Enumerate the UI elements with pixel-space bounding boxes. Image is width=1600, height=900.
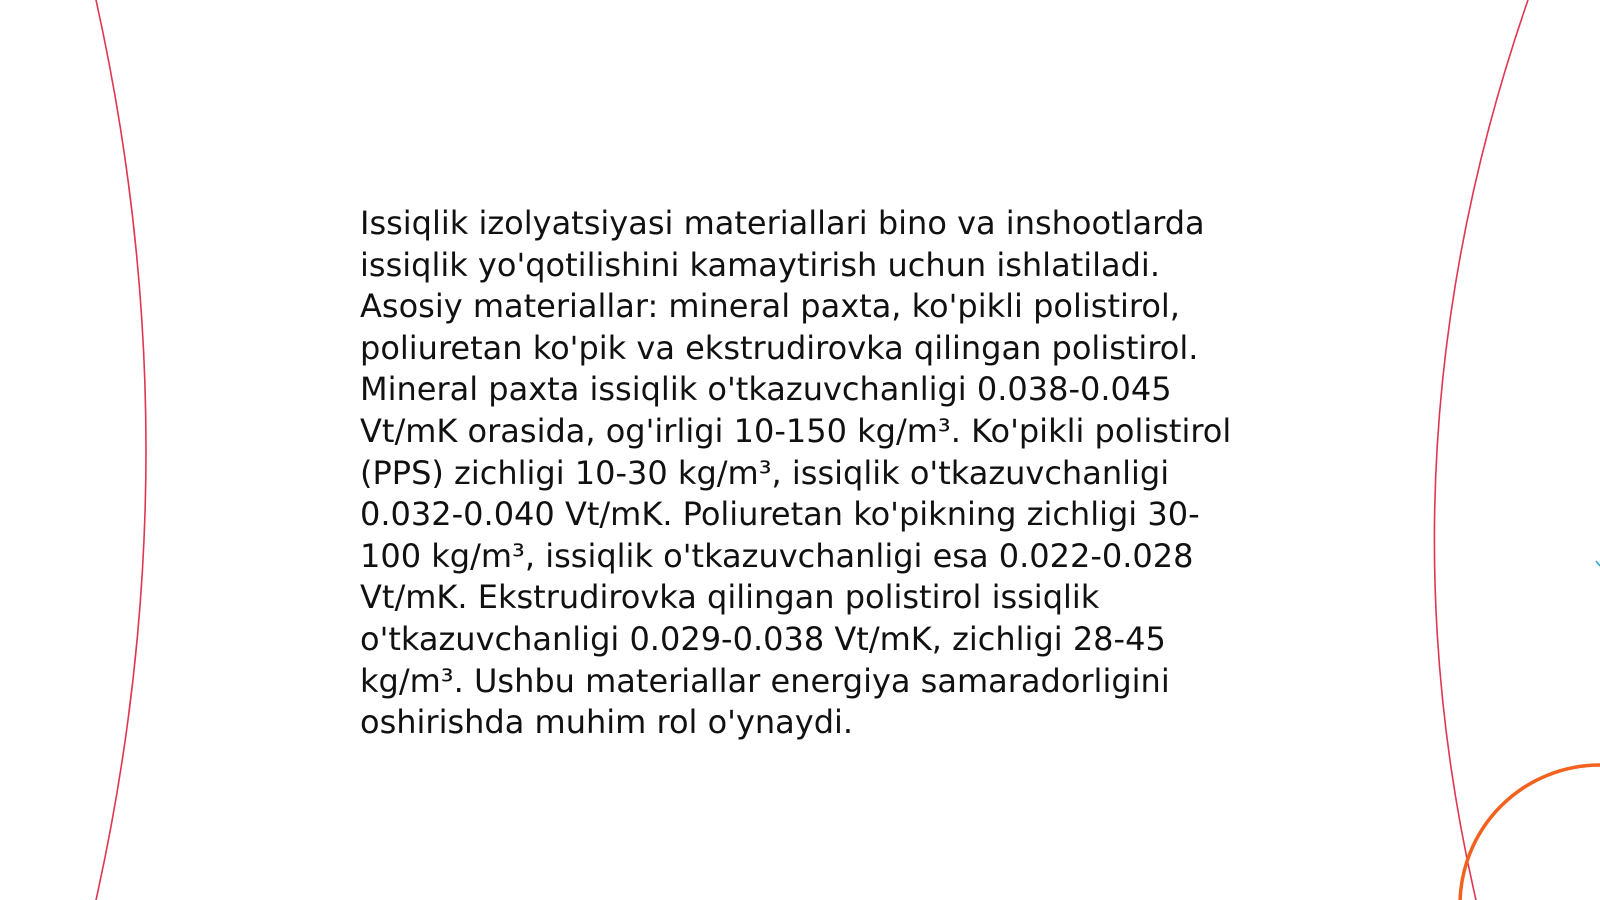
body-text-line: (PPS) zichligi 10-30 kg/m³, issiqlik o'tkazuvchanligi bbox=[360, 453, 1170, 492]
left-arc-decoration bbox=[96, 0, 146, 900]
body-text-line: kg/m³. Ushbu materiallar energiya samaradorligini bbox=[360, 661, 1170, 700]
body-text-line: o'tkazuvchanligi 0.029-0.038 Vt/mK, zichligi 28-45 bbox=[360, 619, 1166, 658]
corner-circle-decoration bbox=[1460, 765, 1600, 900]
body-text-line: 0.032-0.040 Vt/mK. Poliuretan ko'pikning zichligi 30- bbox=[360, 495, 1200, 534]
body-text-line: poliuretan ko'pik va ekstrudirovka qilingan polistirol. bbox=[360, 328, 1199, 367]
edge-tick-decoration bbox=[1596, 561, 1600, 566]
body-text-line: issiqlik yo'qotilishini kamaytirish uchun ishlatiladi. bbox=[360, 245, 1160, 284]
body-text-line: Mineral paxta issiqlik o'tkazuvchanligi 0.038-0.045 bbox=[360, 370, 1172, 409]
body-text-line: oshirishda muhim rol o'ynaydi. bbox=[360, 703, 854, 742]
body-text-line: 100 kg/m³, issiqlik o'tkazuvchanligi esa 0.022-0.028 bbox=[360, 536, 1194, 575]
body-text-line: Vt/mK orasida, og'irligi 10-150 kg/m³. Ko'pikli polistirol bbox=[360, 411, 1232, 450]
body-text bbox=[360, 203, 1250, 744]
body-text-line: Asosiy materiallar: mineral paxta, ko'pikli polistirol, bbox=[360, 287, 1180, 326]
body-text-line: Vt/mK. Ekstrudirovka qilingan polistirol issiqlik bbox=[360, 578, 1100, 617]
right-arc-decoration bbox=[1434, 0, 1528, 900]
body-text-line: Issiqlik izolyatsiyasi materiallari bino va inshootlarda bbox=[360, 204, 1205, 242]
